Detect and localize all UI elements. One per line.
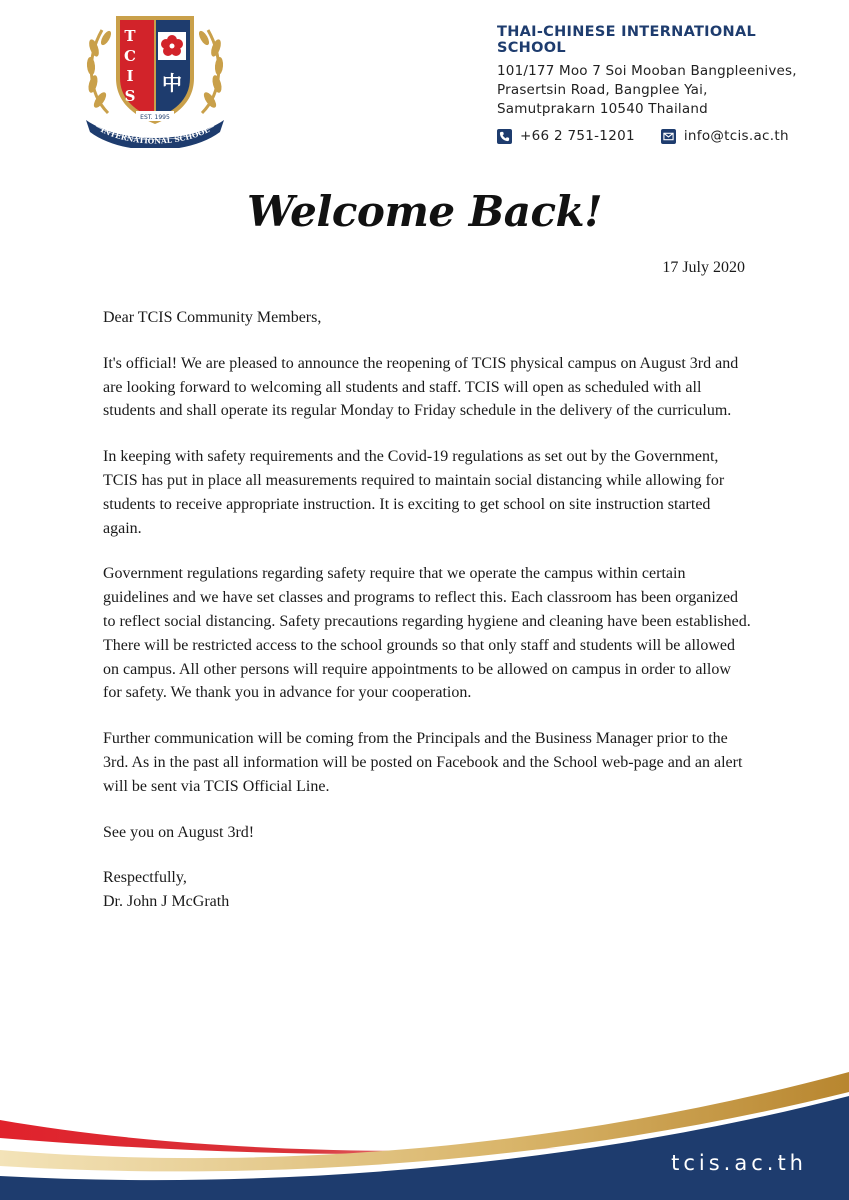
address-line-1: 101/177 Moo 7 Soi Mooban Bangpleenives,: [497, 63, 797, 79]
contact-row: [497, 128, 827, 144]
letter-body: [103, 306, 753, 914]
signatory: Dr. John J McGrath: [103, 893, 230, 911]
laurel-right: [197, 29, 224, 113]
school-header: [497, 24, 827, 144]
paragraph-4: Further communication will be coming from the Principals and the Business Manager prior to the 3rd. As in the past all information will be posted on Facebook and the School web-page and an alert will be sent via TCIS Official Line.: [103, 730, 743, 795]
email-icon: [661, 129, 676, 144]
paragraph-5: See you on August 3rd!: [103, 823, 255, 841]
logo-emblem-char: 中: [162, 71, 182, 95]
phone-icon: [497, 129, 512, 144]
logo-letter-c: C: [124, 47, 136, 65]
email-address: info@tcis.ac.th: [683, 128, 789, 144]
logo-letter-s: S: [124, 87, 136, 105]
logo-letter-t: T: [124, 27, 136, 45]
letter-title: Welcome Back!: [246, 187, 603, 236]
logo-letter-i: I: [126, 67, 134, 85]
paragraph-1: It's official! We are pleased to announce the reopening of TCIS physical campus on August 3rd and are looking forward to welcoming all students and staff. TCIS will open as scheduled with all students and shall operate its regular Monday to Friday schedule in the delivery of the curriculum.: [103, 354, 739, 420]
flower-icon: [158, 32, 186, 60]
closing: Respectfully,: [103, 869, 187, 887]
phone-number: +66 2 751-1201: [520, 128, 635, 144]
laurel-left: [86, 29, 113, 113]
footer-wave-graphic: [0, 1060, 849, 1200]
school-name: THAI-CHINESE INTERNATIONAL SCHOOL: [497, 24, 757, 56]
logo-ribbon-text: INTERNATIONAL SCHOOL: [99, 125, 211, 146]
paragraph-3: Government regulations regarding safety require that we operate the campus within certain guidelines and we have set classes and programs to reflect this. Each classroom has been organized to reflect social distancing. Safety precautions regarding hygiene and cleaning have been established. There will be restricted access to the school grounds so that only staff and students will be allowed on campus. All other persons will require appointments to be allowed on campus in order to allow for safety. We thank you in advance for your cooperation.: [103, 565, 751, 702]
address-line-3: Samutprakarn 10540 Thailand: [497, 101, 708, 117]
salutation: Dear TCIS Community Members,: [103, 309, 322, 326]
letter-date: 17 July 2020: [662, 259, 745, 276]
logo-est-text: EST. 1995: [140, 114, 170, 121]
footer-website-url: tcis.ac.th: [671, 1151, 807, 1175]
paragraph-2: In keeping with safety requirements and the Covid-19 regulations as set out by the Government, TCIS has put in place all measurements required to maintain social distancing while allowing for students to receive appropriate instruction. It is exciting to get school on site instruction started again.: [103, 448, 725, 537]
tcis-logo: [80, 8, 230, 148]
address-line-2: Prasertsin Road, Bangplee Yai,: [497, 82, 708, 98]
